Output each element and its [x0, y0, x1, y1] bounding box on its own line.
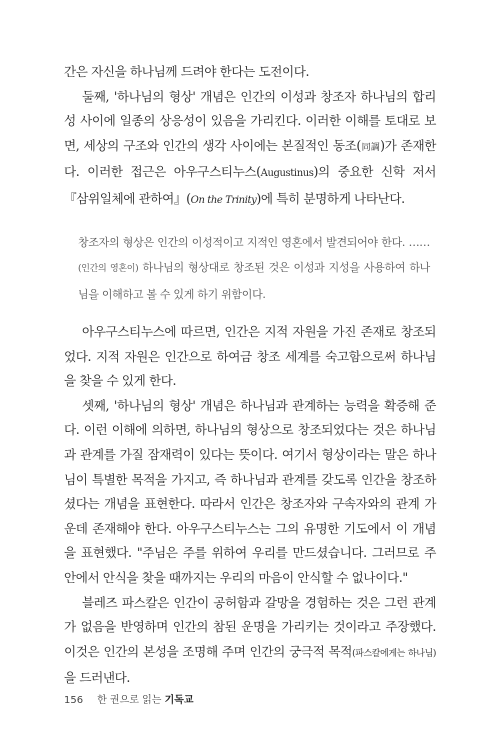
- body-text-top: [64, 60, 436, 214]
- latin-title: On the Trinity: [190, 194, 257, 206]
- paragraph-third-point: 셋째, '하나님의 형상' 개념은 하나님과 관계하는 능력을 확증해 준다. 이런 이해에 의하면, 하나님의 형상으로 창조되었다는 것은 하나님과 관계를 가질 잠재력이 있다는 뜻이다. 여기서 형상이라는 말은 하나님이 특별한 목적을 가지고, 즉 하나님과 관계를 갖도록 인간을 창조하셨다는 개념을 표현한다. 따라서 인간은 창조자와 구속자와의 관계 가운데 존재해야 한다. 아우구스티누스는 그의 유명한 기도에서 이 개념을 표현했다. "주님은 주를 위하여 우리를 만드셨습니다. 그러므로 주 안에서 안식을 찾을 때까지는 우리의 마음이 안식할 수 없나이다.": [64, 397, 436, 585]
- quote-paragraph: 창조자의 형상은 인간의 이성적이고 지적인 영혼에서 발견되어야 한다. …… (인간의 영혼이) 하나님의 형상대로 창조된 것은 이성과 지성을 사용하여 하나님을 이해하고 볼 수 있게 하기 위함이다.: [78, 236, 430, 301]
- page-footer: [64, 691, 194, 706]
- body-text-bottom: [64, 320, 436, 691]
- running-title-bold: 기독교: [164, 695, 194, 706]
- pascal-aside: (파스칼에게는 하나님): [352, 648, 436, 659]
- running-title: 한 권으로 읽는 기독교: [97, 695, 194, 706]
- latin-name: Augustinus: [260, 168, 314, 180]
- quote-aside: (인간의 영혼이): [78, 264, 139, 274]
- paragraph-pascal: 블레즈 파스칼은 인간이 공허함과 갈망을 경험하는 것은 그런 관계가 없음을 반영하며 인간의 참된 운명을 가리키는 것이라고 주장했다. 이것은 인간의 본성을 조명해 주며 인간의 궁극적 목적(파스칼에게는 하나님)을 드러낸다.: [64, 594, 436, 686]
- hanja-term: 同調: [360, 142, 381, 153]
- page-number: 156: [64, 695, 84, 706]
- paragraph-augustine: 아우구스티누스에 따르면, 인간은 지적 자원을 가진 존재로 창조되었다. 지적 자원은 인간으로 하여금 창조 세계를 숙고함으로써 하나님을 찾을 수 있게 한다.: [64, 324, 436, 389]
- paragraph-second-point: 둘째, '하나님의 형상' 개념은 인간의 이성과 창조자 하나님의 합리성 사이에 일종의 상응성이 있음을 가리킨다. 이러한 이해를 토대로 보면, 세상의 구조와 인간의 생각 사이에는 본질적인 동조(同調)가 존재한다. 이러한 접근은 아우구스티누스(Augustinus)의 중요한 신학 저서 『삼위일체에 관하여』(On the Trinity)에 특히 분명하게 나타난다.: [64, 88, 436, 206]
- block-quote: [78, 230, 430, 307]
- paragraph-continuation: 간은 자신을 하나님께 드려야 한다는 도전이다.: [64, 64, 310, 79]
